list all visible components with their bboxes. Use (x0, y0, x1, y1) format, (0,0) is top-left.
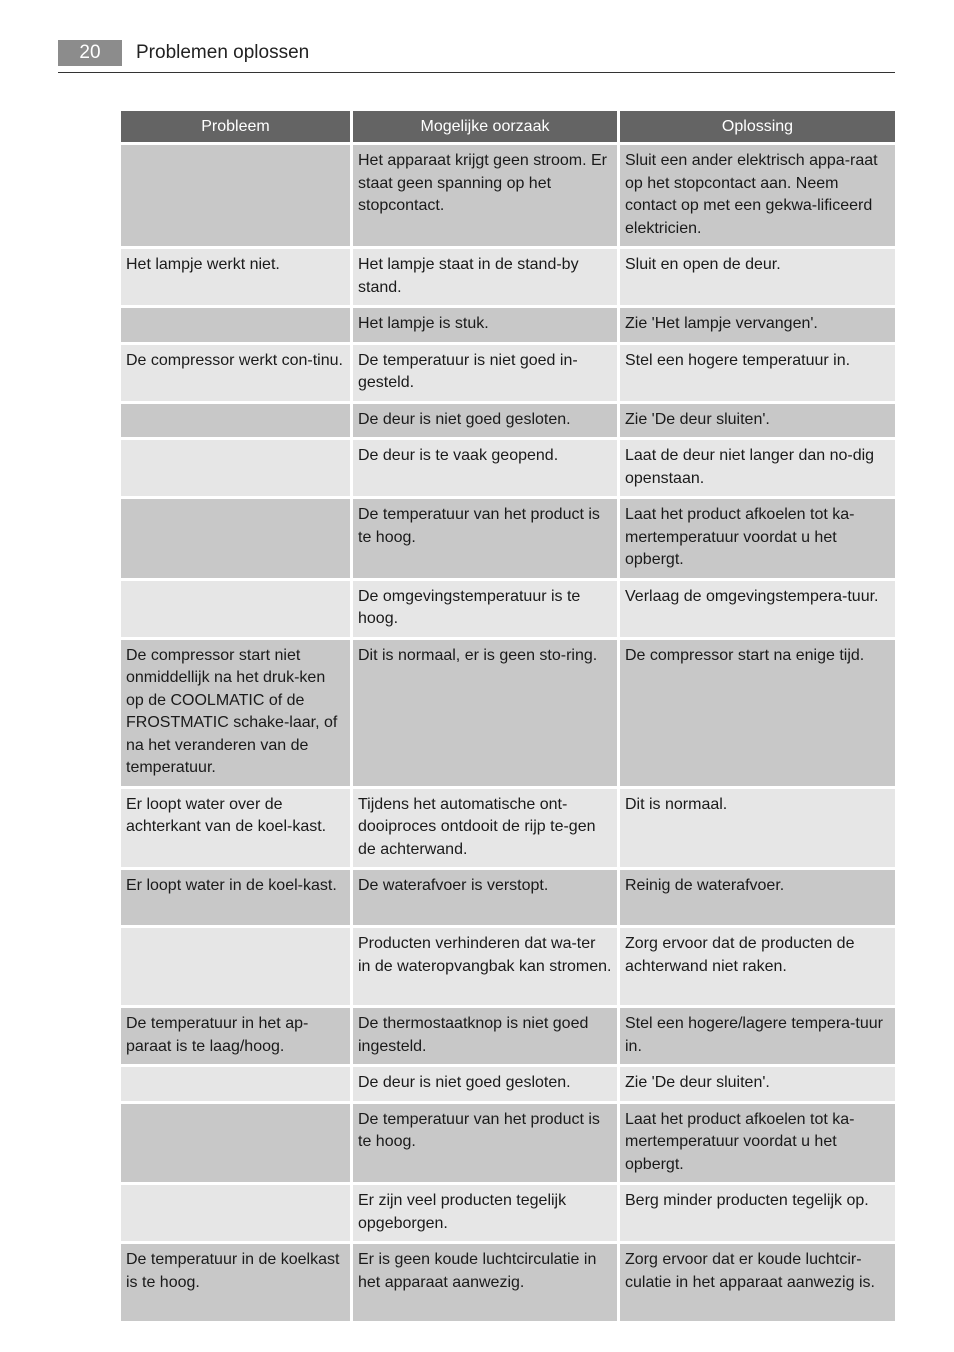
cause-cell: De waterafvoer is verstopt. (353, 870, 617, 925)
problem-cell: Er loopt water in de koel-kast. (121, 870, 350, 925)
table-row (121, 870, 895, 925)
problem-cell (121, 1104, 350, 1183)
solution-cell: Laat het product afkoelen tot ka-mertemperatuur voordat u het opbergt. (620, 499, 895, 578)
column-header-cause: Mogelijke oorzaak (353, 111, 617, 142)
table-row (121, 249, 895, 305)
troubleshooting-table (118, 108, 898, 1324)
table-row (121, 1008, 895, 1064)
solution-cell: Sluit een ander elektrisch appa-raat op het stopcontact aan. Neem contact op met een gekwa-lificeerd elektricien. (620, 145, 895, 246)
cause-cell: De deur is te vaak geopend. (353, 440, 617, 496)
table-row (121, 1244, 895, 1321)
problem-cell: Er loopt water over de achterkant van de koel-kast. (121, 789, 350, 868)
cause-cell: Tijdens het automatische ont-dooiproces ontdooit de rijp te-gen de achterwand. (353, 789, 617, 868)
page-number: 20 (58, 40, 122, 66)
cause-cell: Er is geen koude luchtcirculatie in het apparaat aanwezig. (353, 1244, 617, 1321)
problem-cell: Het lampje werkt niet. (121, 249, 350, 305)
table-row (121, 1067, 895, 1101)
solution-cell: Laat de deur niet langer dan no-dig openstaan. (620, 440, 895, 496)
solution-cell: Verlaag de omgevingstempera-tuur. (620, 581, 895, 637)
solution-cell: Stel een hogere/lagere tempera-tuur in. (620, 1008, 895, 1064)
cause-cell: Het lampje is stuk. (353, 308, 617, 342)
solution-cell: Zorg ervoor dat er koude luchtcir-culatie in het apparaat aanwezig is. (620, 1244, 895, 1321)
cause-cell: Er zijn veel producten tegelijk opgeborgen. (353, 1185, 617, 1241)
problem-cell: De temperatuur in het ap-paraat is te laag/hoog. (121, 1008, 350, 1064)
cause-cell: De omgevingstemperatuur is te hoog. (353, 581, 617, 637)
problem-cell (121, 499, 350, 578)
cause-cell: Producten verhinderen dat wa-ter in de wateropvangbak kan stromen. (353, 928, 617, 1005)
cause-cell: Het lampje staat in de stand-by stand. (353, 249, 617, 305)
problem-cell (121, 581, 350, 637)
table-header-row (121, 111, 895, 142)
table-row (121, 640, 895, 786)
table-row (121, 404, 895, 438)
solution-cell: Zie 'De deur sluiten'. (620, 404, 895, 438)
cause-cell: Het apparaat krijgt geen stroom. Er staat geen spanning op het stopcontact. (353, 145, 617, 246)
cause-cell: Dit is normaal, er is geen sto-ring. (353, 640, 617, 786)
solution-cell: Reinig de waterafvoer. (620, 870, 895, 925)
column-header-solution: Oplossing (620, 111, 895, 142)
solution-cell: Dit is normaal. (620, 789, 895, 868)
column-header-problem: Probleem (121, 111, 350, 142)
problem-cell (121, 145, 350, 246)
table-row (121, 308, 895, 342)
problem-cell (121, 1185, 350, 1241)
solution-cell: Laat het product afkoelen tot ka-mertemperatuur voordat u het opbergt. (620, 1104, 895, 1183)
cause-cell: De thermostaatknop is niet goed ingesteld. (353, 1008, 617, 1064)
problem-cell (121, 928, 350, 1005)
cause-cell: De temperatuur van het product is te hoog. (353, 499, 617, 578)
table-row (121, 345, 895, 401)
solution-cell: Berg minder producten tegelijk op. (620, 1185, 895, 1241)
table-row (121, 581, 895, 637)
cause-cell: De deur is niet goed gesloten. (353, 1067, 617, 1101)
problem-cell (121, 440, 350, 496)
cause-cell: De temperatuur is niet goed in-gesteld. (353, 345, 617, 401)
problem-cell (121, 1067, 350, 1101)
table-row (121, 928, 895, 1005)
table-row (121, 145, 895, 246)
cause-cell: De deur is niet goed gesloten. (353, 404, 617, 438)
problem-cell (121, 404, 350, 438)
page-header (58, 40, 895, 73)
table-row (121, 1104, 895, 1183)
solution-cell: Zie 'Het lampje vervangen'. (620, 308, 895, 342)
solution-cell: Stel een hogere temperatuur in. (620, 345, 895, 401)
table-row (121, 1185, 895, 1241)
problem-cell: De compressor start niet onmiddellijk na het druk-ken op de COOLMATIC of de FROSTMATIC schake-laar, of na het veranderen van de temperatuur. (121, 640, 350, 786)
cause-cell: De temperatuur van het product is te hoog. (353, 1104, 617, 1183)
solution-cell: Zorg ervoor dat de producten de achterwand niet raken. (620, 928, 895, 1005)
table-row (121, 440, 895, 496)
problem-cell: De compressor werkt con-tinu. (121, 345, 350, 401)
problem-cell (121, 308, 350, 342)
solution-cell: De compressor start na enige tijd. (620, 640, 895, 786)
table-row (121, 789, 895, 868)
problem-cell: De temperatuur in de koelkast is te hoog. (121, 1244, 350, 1321)
solution-cell: Sluit en open de deur. (620, 249, 895, 305)
table-row (121, 499, 895, 578)
section-title: Problemen oplossen (136, 42, 310, 63)
solution-cell: Zie 'De deur sluiten'. (620, 1067, 895, 1101)
troubleshooting-table-container (121, 111, 895, 1321)
